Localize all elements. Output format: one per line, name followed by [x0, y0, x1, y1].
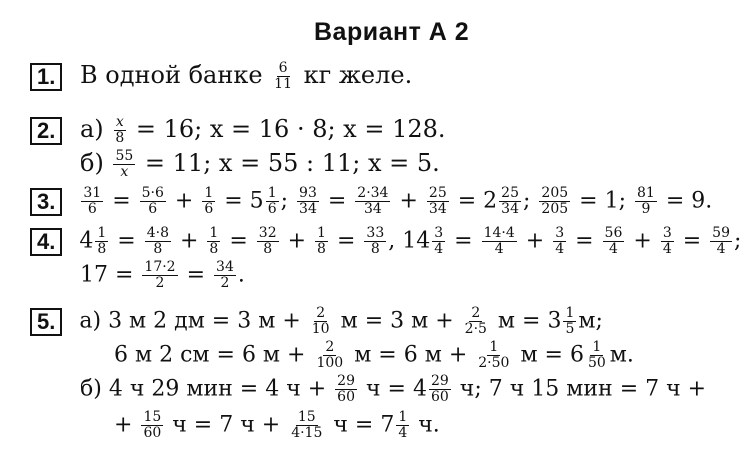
- text: м = 3 м +: [340, 308, 454, 334]
- numerator: 14·4: [483, 225, 515, 241]
- numerator: 1: [592, 339, 602, 355]
- text: м;: [578, 308, 603, 334]
- text: м = 6: [520, 342, 584, 368]
- numerator: 56: [604, 225, 623, 241]
- fraction: [635, 186, 657, 217]
- whole: = 5: [224, 188, 264, 214]
- problem-number: 3.: [30, 188, 62, 216]
- denominator: 205: [541, 201, 569, 217]
- numerator: 1: [565, 305, 575, 321]
- denominator: 5: [565, 321, 575, 337]
- denominator: 11: [274, 76, 292, 92]
- numerator: 93: [299, 185, 317, 201]
- text: ч; 7 ч 15 мин = 7 ч +: [459, 376, 707, 402]
- text: м.: [609, 342, 634, 368]
- denominator: 2·50: [478, 355, 510, 371]
- denominator: 34: [299, 201, 317, 217]
- numerator: 33: [366, 225, 385, 241]
- denominator: 4: [398, 425, 408, 441]
- fraction: [266, 186, 279, 217]
- denominator: 8: [370, 241, 380, 257]
- text: 17 =: [80, 262, 134, 288]
- fraction: [145, 226, 171, 257]
- fraction: [335, 374, 357, 405]
- denominator: 9: [641, 201, 651, 217]
- problem-3: [30, 186, 712, 217]
- numerator: 1: [489, 339, 499, 355]
- numerator: 4·8: [146, 225, 169, 241]
- denominator: 2: [155, 275, 165, 291]
- numerator: 3: [434, 225, 444, 241]
- numerator: 2: [316, 305, 326, 321]
- fraction: [207, 226, 220, 257]
- denominator: 4: [716, 241, 726, 257]
- problem-4-line-2: [80, 260, 245, 291]
- separator: ;: [734, 228, 741, 254]
- denominator: 8: [115, 130, 125, 146]
- fraction: [202, 186, 215, 217]
- operator: =: [327, 188, 347, 214]
- operator: +: [179, 228, 199, 254]
- fraction: [586, 340, 608, 371]
- denominator: 2: [220, 275, 230, 291]
- numerator: 81: [637, 185, 655, 201]
- numerator: 1: [398, 409, 408, 425]
- denominator: 34: [363, 201, 382, 217]
- equation: = 16; x = 16 · 8; x = 128.: [135, 115, 446, 143]
- fraction: [315, 226, 328, 257]
- whole: = 2: [457, 188, 498, 214]
- numerator: 3: [555, 225, 565, 241]
- separator: ;: [523, 188, 531, 214]
- whole: 4: [79, 228, 94, 254]
- numerator: 29: [337, 373, 355, 389]
- numerator: 34: [216, 259, 234, 275]
- denominator: 8: [153, 241, 163, 257]
- denominator: 6: [204, 201, 214, 217]
- separator: ;: [280, 188, 289, 214]
- item-label: а): [80, 115, 104, 143]
- page-title: Вариант А 2: [314, 18, 470, 46]
- numerator: 32: [258, 225, 277, 241]
- numerator: 1: [209, 225, 219, 241]
- item-label: б): [80, 376, 102, 402]
- numerator: 55: [115, 148, 134, 164]
- fraction: [141, 410, 163, 441]
- text: ч = 4: [366, 376, 427, 402]
- numerator: 25: [501, 185, 519, 201]
- fraction: [272, 61, 294, 92]
- numerator: 1: [267, 185, 277, 201]
- fraction: [364, 226, 386, 257]
- operator: +: [174, 188, 194, 214]
- operator: +: [525, 228, 545, 254]
- denominator: 8: [209, 241, 219, 257]
- text: ч = 7: [333, 412, 395, 438]
- denominator: 8: [97, 241, 107, 257]
- problem-number: 1.: [30, 63, 62, 91]
- problem-5a-line-1: [30, 306, 603, 337]
- problem-5a-line-2: [114, 340, 634, 371]
- denominator: 4: [662, 241, 672, 257]
- numerator: 1: [204, 185, 214, 201]
- numerator: 6: [278, 60, 288, 76]
- denominator: 34: [501, 201, 519, 217]
- denominator: 8: [263, 241, 273, 257]
- numerator: 15: [297, 409, 316, 425]
- problem-number: 2.: [30, 117, 62, 145]
- denominator: 6: [87, 201, 97, 217]
- whole: , 14: [388, 228, 431, 254]
- problem-1: [30, 60, 412, 92]
- numerator: 3: [662, 225, 672, 241]
- text: = 1;: [579, 188, 626, 214]
- denominator: 50: [587, 355, 606, 371]
- problem-4-line-1: [30, 226, 741, 257]
- denominator: 10: [311, 321, 330, 337]
- fraction: [432, 226, 445, 257]
- item-label: а): [79, 308, 102, 334]
- problem-2a: [30, 114, 446, 146]
- text: В одной банке: [80, 61, 263, 89]
- text: 6 м 2 см = 6 м +: [114, 342, 306, 368]
- fraction: [355, 186, 390, 217]
- numerator: 31: [83, 185, 102, 201]
- item-label: б): [80, 149, 104, 177]
- numerator: 2·34: [357, 185, 389, 201]
- fraction: [142, 260, 177, 291]
- fraction: [553, 226, 566, 257]
- text: ч.: [418, 412, 440, 438]
- fraction: [310, 306, 332, 337]
- denominator: 6: [267, 201, 277, 217]
- period: .: [237, 262, 245, 288]
- fraction: [314, 340, 345, 371]
- numerator: 2: [471, 305, 481, 321]
- text: кг желе.: [303, 61, 413, 89]
- fraction: [113, 115, 126, 146]
- fraction: [476, 340, 511, 371]
- fraction: [710, 226, 732, 257]
- denominator: 4: [609, 241, 618, 257]
- denominator: 8: [317, 241, 326, 257]
- denominator: 4: [434, 241, 444, 257]
- numerator: 59: [712, 225, 730, 241]
- denominator: 60: [430, 389, 449, 405]
- text: м = 3: [497, 308, 562, 334]
- operator: +: [399, 188, 418, 214]
- numerator: 1: [97, 225, 107, 241]
- fraction: [289, 410, 324, 441]
- problem-number: 4.: [30, 228, 62, 256]
- problem-2b: [80, 148, 440, 180]
- equation: = 11; x = 55 : 11; x = 5.: [144, 149, 440, 177]
- fraction: [563, 306, 576, 337]
- numerator: 29: [430, 373, 449, 389]
- operator: =: [575, 228, 594, 254]
- text: ч = 7 ч +: [172, 412, 281, 438]
- operator: =: [186, 262, 206, 288]
- numerator: 15: [143, 409, 162, 425]
- fraction: [257, 226, 279, 257]
- text: 4 ч 29 мин = 4 ч +: [108, 376, 327, 402]
- operator: =: [682, 228, 702, 254]
- operator: =: [454, 228, 473, 254]
- fraction: [463, 306, 489, 337]
- fraction: [396, 410, 409, 441]
- numerator: 1: [317, 225, 326, 241]
- fraction: [482, 226, 517, 257]
- operator: =: [117, 228, 136, 254]
- numerator: x: [115, 114, 124, 130]
- fraction: [603, 226, 625, 257]
- denominator: 6: [148, 201, 158, 217]
- denominator: x: [120, 164, 129, 180]
- operator: =: [112, 188, 131, 214]
- denominator: 2·5: [464, 321, 487, 337]
- fraction: [297, 186, 319, 217]
- operator: +: [287, 228, 307, 254]
- fraction: [429, 374, 451, 405]
- problem-number: 5.: [30, 308, 62, 336]
- problem-5b-line-1: [80, 374, 706, 405]
- denominator: 4: [555, 241, 565, 257]
- denominator: 60: [337, 389, 355, 405]
- numerator: 2: [325, 339, 335, 355]
- fraction: [499, 186, 521, 217]
- denominator: 4: [494, 241, 504, 257]
- numerator: 17·2: [144, 259, 176, 275]
- fraction: [95, 226, 108, 257]
- problem-5b-line-2: [114, 410, 440, 441]
- denominator: 4·15: [291, 425, 323, 441]
- fraction: [539, 186, 570, 217]
- fraction: [140, 186, 166, 217]
- text: = 9.: [665, 188, 713, 214]
- denominator: 34: [428, 201, 447, 217]
- denominator: 60: [143, 425, 162, 441]
- operator: =: [229, 228, 248, 254]
- text: 3 м 2 дм = 3 м +: [108, 308, 301, 334]
- operator: +: [633, 228, 652, 254]
- fraction: [661, 226, 674, 257]
- operator: +: [114, 412, 133, 438]
- numerator: 5·6: [141, 185, 164, 201]
- fraction: [81, 186, 103, 217]
- text: м = 6 м +: [354, 342, 468, 368]
- fraction: [214, 260, 236, 291]
- fraction: [113, 149, 135, 180]
- fraction: [427, 186, 449, 217]
- denominator: 100: [316, 355, 344, 371]
- numerator: 25: [428, 185, 447, 201]
- numerator: 205: [541, 185, 569, 201]
- operator: =: [336, 228, 356, 254]
